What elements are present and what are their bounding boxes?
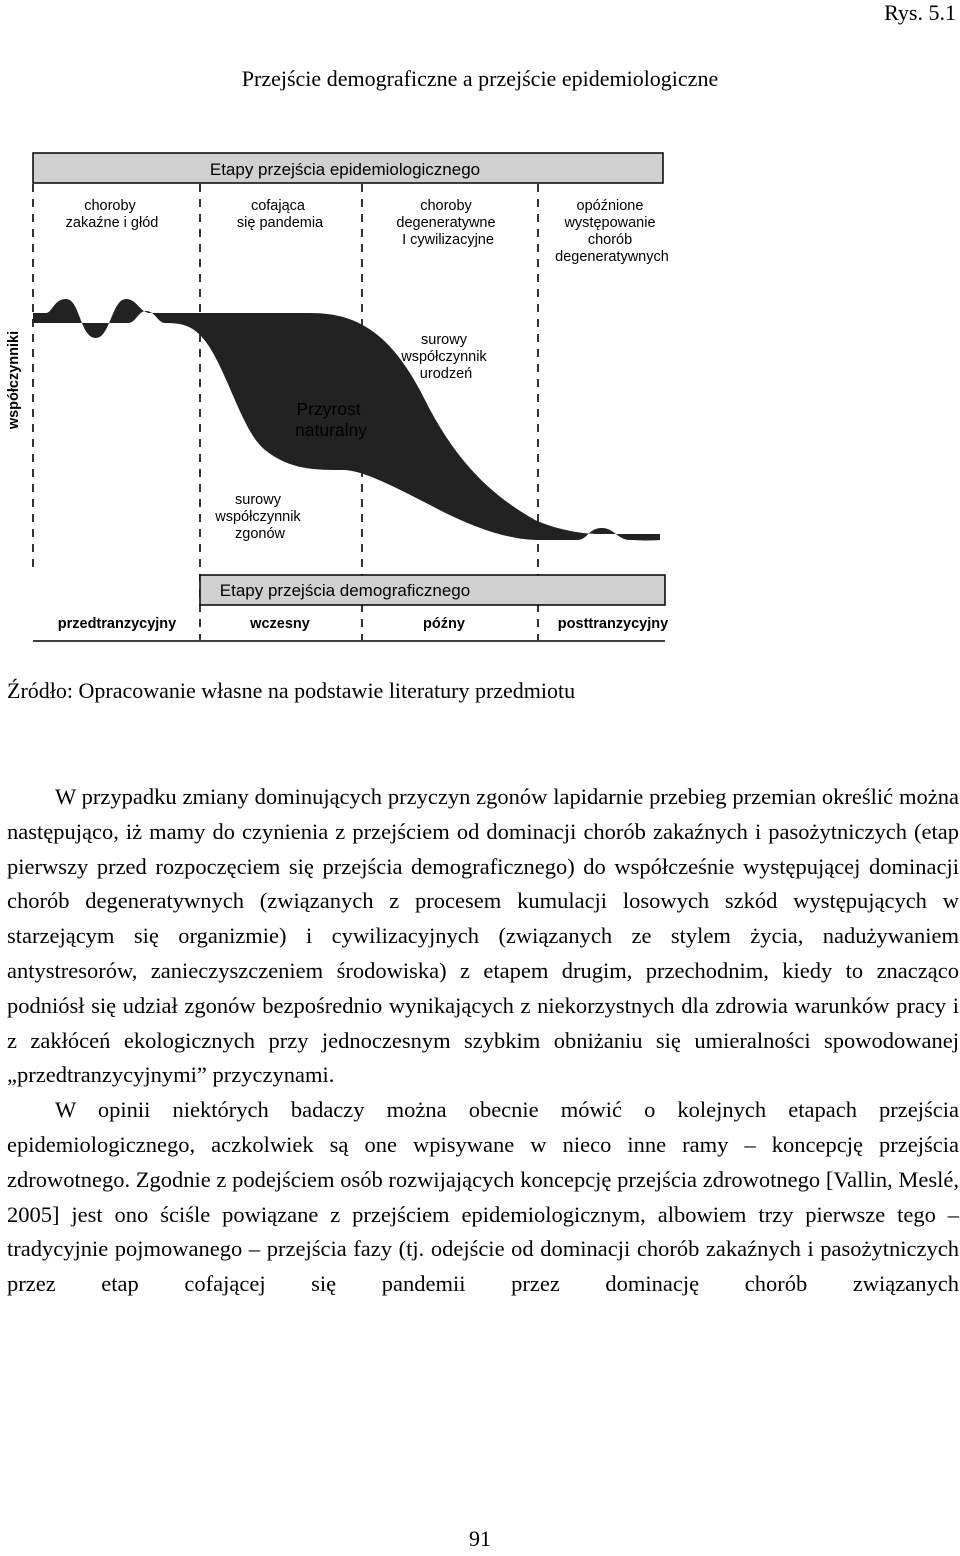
demo-stage-3: późny — [423, 616, 465, 632]
paragraph-2: W opinii niektórych badaczy można obecnie mówić o kolejnych etapach przejścia epidemiologicznego, aczkolwiek są one wpisywane w nieco inne ramy – koncepcję przejścia zdrowotnego. Zgodnie z podejściem osób rozwijających koncepcję przejścia zdrowotnego [Vallin, Meslé, 2005] jest ono ściśle powiązane z przejściem epidemiologicznym, albowiem trzy pierwsze tego – tradycyjnie pojmowanego – przejścia fazy (tj. odejście od dominacji chorób zakaźnych i pasożytniczych przez etap cofającej się pandemii przez dominację chorób związanych — [7, 1097, 959, 1297]
demo-stage-4: posttranzycyjny — [557, 616, 669, 632]
natural-increase-label: Przyrost naturalny — [295, 399, 367, 440]
demo-header: Etapy przejścia demograficznego — [219, 581, 471, 600]
body-text — [7, 780, 959, 1302]
death-rate-label: surowy współczynnik zgonów — [215, 492, 301, 542]
epi-stage-3: choroby degeneratywne I cywilizacyjne — [396, 198, 496, 248]
paragraph-1: W przypadku zmiany dominujących przyczyn zgonów lapidarnie przebieg przemian określić można następująco, iż mamy do czynienia z przejściem od dominacji chorób zakaźnych i pasożytniczych (etap pierwszy przed rozpoczęciem się przejścia demograficznego) do współcześnie występującej dominacji chorób degeneratywnych (związanych z procesem kumulacji losowych szkód występujących w starzejącym się organizmie) i cywilizacyjnych (związanych ze stylem życia, nadużywaniem antystresorów, zanieczyszczeniem środowiska) z etapem drugim, przechodnim, kiedy to znacząco podniósł się udział zgonów bezpośrednio wynikających z niekorzystnych dla zdrowia warunków pracy i z zakłóceń ekologicznych przy jednoczesnym szybkim obniżaniu się umieralności spowodowanej „przedtranzycyjnymi” przyczynami. — [7, 784, 959, 1088]
demo-stage-2: wczesny — [250, 616, 310, 632]
transition-diagram — [0, 150, 960, 650]
birth-rate-label: surowy współczynnik urodzeń — [401, 332, 487, 382]
demo-stage-1: przedtranzycyjny — [57, 616, 177, 632]
epi-header: Etapy przejścia epidemiologicznego — [209, 160, 481, 179]
figure-title: Przejście demograficzne a przejście epidemiologiczne — [241, 66, 719, 91]
epi-stage-4: opóźnione występowanie chorób degeneratywnych — [555, 198, 669, 265]
epi-stage-2: cofająca się pandemia — [236, 198, 324, 231]
figure-label: Rys. 5.1 — [884, 0, 956, 25]
epi-stage-1: choroby zakaźne i głód — [65, 198, 159, 231]
y-axis-label: współczynniki — [6, 330, 22, 430]
page-number: 91 — [469, 1526, 491, 1551]
figure-source: Źródło: Opracowanie własne na podstawie literatury przedmiotu — [7, 678, 576, 703]
